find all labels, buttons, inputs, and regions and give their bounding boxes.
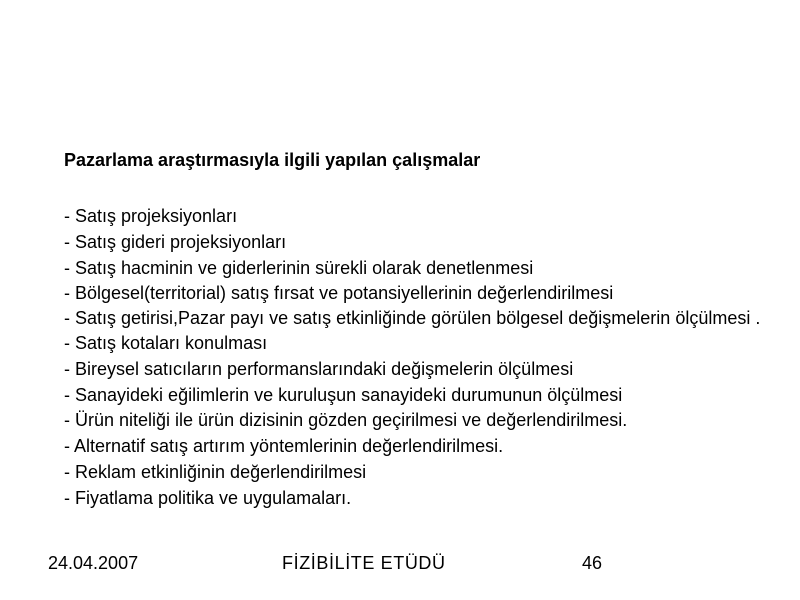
list-item: - Fiyatlama politika ve uygulamaları. xyxy=(64,487,352,508)
slide-heading: Pazarlama araştırmasıyla ilgili yapılan çalışmalar xyxy=(64,150,481,170)
list-item: - Satış kotaları konulması xyxy=(64,332,268,353)
page-number: 46 xyxy=(582,553,603,573)
list-item: - Alternatif satış artırım yöntemlerinin değerlendirilmesi. xyxy=(64,436,504,457)
list-item: - Bölgesel(territorial) satış fırsat ve potansiyellerinin değerlendirilmesi xyxy=(64,283,614,304)
list-item: - Satış hacminin ve giderlerinin sürekli olarak denetlenmesi xyxy=(64,257,534,278)
list-item: - Sanayideki eğilimlerin ve kuruluşun sanayideki durumunun ölçülmesi xyxy=(64,384,623,405)
bullet-list xyxy=(64,206,780,514)
footer-title: FİZİBİLİTE ETÜDÜ xyxy=(282,553,446,573)
list-item: - Satış projeksiyonları xyxy=(64,206,238,226)
list-item: - Bireysel satıcıların performanslarındaki değişmelerin ölçülmesi xyxy=(64,358,574,379)
list-item: - Satış getirisi,Pazar payı ve satış etkinliğinde görülen bölgesel değişmelerin ölçülmesi . xyxy=(64,308,761,329)
list-item: - Reklam etkinliğinin değerlendirilmesi xyxy=(64,461,367,482)
footer-date: 24.04.2007 xyxy=(48,553,139,573)
list-item: - Satış gideri projeksiyonları xyxy=(64,231,287,252)
list-item: - Ürün niteliği ile ürün dizisinin gözden geçirilmesi ve değerlendirilmesi. xyxy=(64,410,628,431)
